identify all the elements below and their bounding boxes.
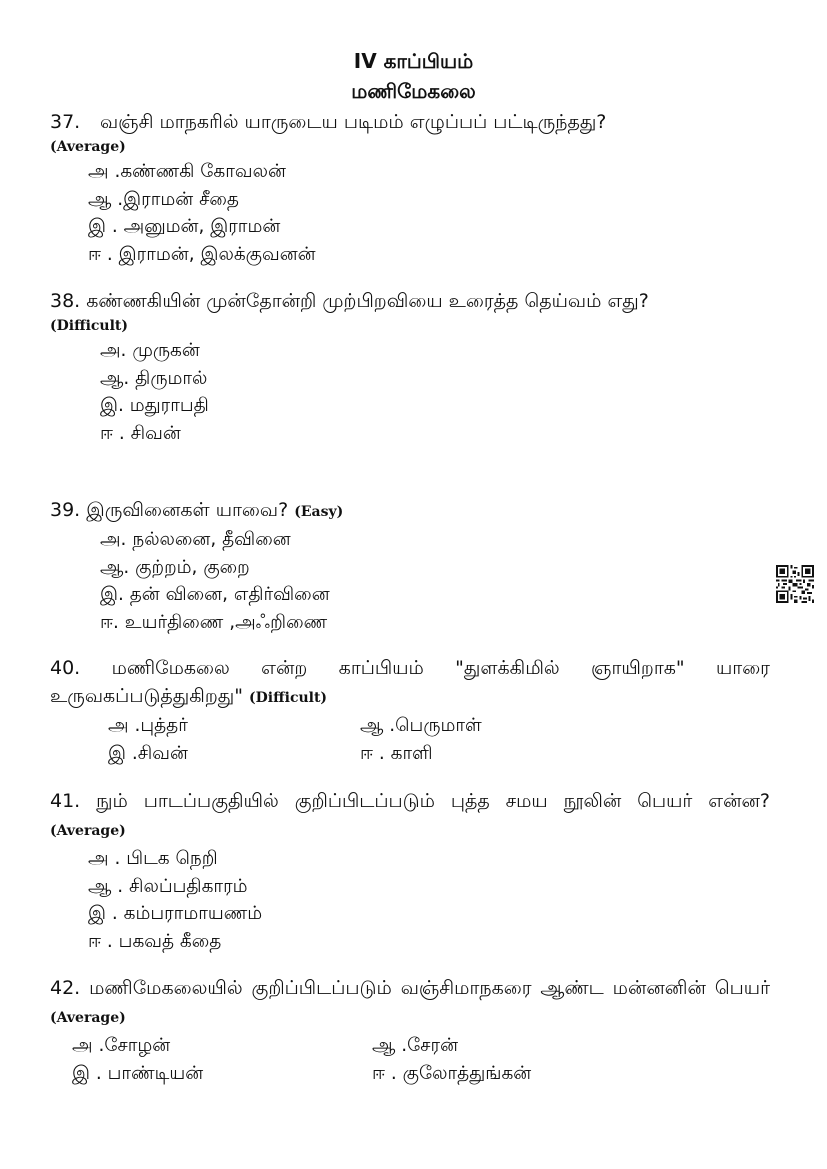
qr-code-icon — [776, 565, 814, 603]
question-number: 38. — [50, 290, 81, 312]
option-a: அ . பிடக நெறி — [88, 848, 218, 869]
question-stem — [50, 787, 770, 845]
difficulty-label: (Difficult) — [249, 690, 328, 706]
option-c: இ . கம்பராமாயணம் — [88, 903, 263, 924]
question-41 — [50, 787, 770, 955]
question-text: நும் பாடப்பகுதியில் குறிப்பிடப்படும் புத்த சமய நூலின் பெயர் என்ன? — [96, 790, 771, 812]
option-d: ஈ. உயர்திணை ,அஃறிணை — [100, 611, 328, 633]
option-c: இ. மதுராபதி — [100, 395, 209, 416]
question-42 — [50, 974, 770, 1087]
question-text: மணிமேகலையில் குறிப்பிடப்படும் வஞ்சிமாநகரை ஆண்ட மன்னனின் பெயர் — [89, 977, 771, 999]
section-title: IV காப்பியம் — [353, 49, 474, 73]
option-d: ஈ . பகவத் கீதை — [88, 930, 222, 952]
question-stem — [50, 287, 770, 315]
question-text: கண்ணகியின் முன்தோன்றி முற்பிறவியை உரைத்த தெய்வம் எது? — [86, 290, 649, 312]
chapter-title: மணிமேகலை — [351, 79, 476, 103]
question-number: 40. — [50, 657, 81, 679]
option-a: அ. முருகன் — [100, 340, 200, 361]
option-b: ஆ .இராமன் சீதை — [88, 188, 239, 210]
difficulty-label: (Average) — [50, 139, 126, 155]
question-text: மணிமேகலை என்ற காப்பியம் "துளக்கிமில் ஞாயிறாக" யாரை உருவகப்படுத்துகிறது" — [50, 657, 770, 707]
option-b: ஆ. திருமால் — [100, 367, 208, 389]
option-b: ஆ .சேரன் — [372, 1035, 459, 1056]
option-a: அ .கண்ணகி கோவலன் — [88, 161, 286, 182]
option-b: ஆ .பெருமாள் — [360, 715, 482, 736]
difficulty-label: (Difficult) — [50, 318, 129, 334]
option-c: இ .சிவன் — [108, 742, 188, 764]
question-40 — [50, 654, 770, 767]
option-d: ஈ . சிவன் — [100, 422, 181, 444]
question-stem — [50, 654, 770, 712]
difficulty-label: (Easy) — [294, 504, 344, 520]
option-b: ஆ . சிலப்பதிகாரம் — [88, 875, 248, 897]
option-d: ஈ . இராமன், இலக்குவனன் — [88, 243, 316, 265]
option-c: இ. தன் வினை, எதிர்வினை — [100, 584, 330, 605]
question-stem — [50, 974, 770, 1032]
option-a: அ .சோழன் — [72, 1035, 171, 1056]
question-number: 42. — [50, 977, 81, 999]
option-a: அ .புத்தர் — [108, 715, 188, 736]
option-c: இ . பாண்டியன் — [72, 1062, 204, 1084]
difficulty-label: (Average) — [50, 1010, 126, 1026]
question-stem — [50, 496, 770, 526]
question-text: வஞ்சி மாநகரில் யாருடைய படிமம் எழுப்பப் பட்டிருந்தது? — [100, 111, 607, 133]
option-d: ஈ . காளி — [360, 742, 433, 764]
question-37 — [50, 108, 770, 268]
option-d: ஈ . குலோத்துங்கன் — [372, 1062, 532, 1084]
question-stem — [50, 108, 770, 136]
question-number: 41. — [50, 790, 81, 812]
option-b: ஆ. குற்றம், குறை — [100, 556, 250, 578]
question-39 — [50, 496, 770, 636]
question-number: 39. — [50, 499, 81, 521]
difficulty-label: (Average) — [50, 823, 126, 839]
option-a: அ. நல்லனை, தீவினை — [100, 529, 291, 550]
question-38 — [50, 287, 770, 447]
question-number: 37. — [50, 111, 81, 133]
option-c: இ . அனுமன், இராமன் — [88, 216, 281, 237]
question-text: இருவினைகள் யாவை? — [86, 499, 289, 521]
